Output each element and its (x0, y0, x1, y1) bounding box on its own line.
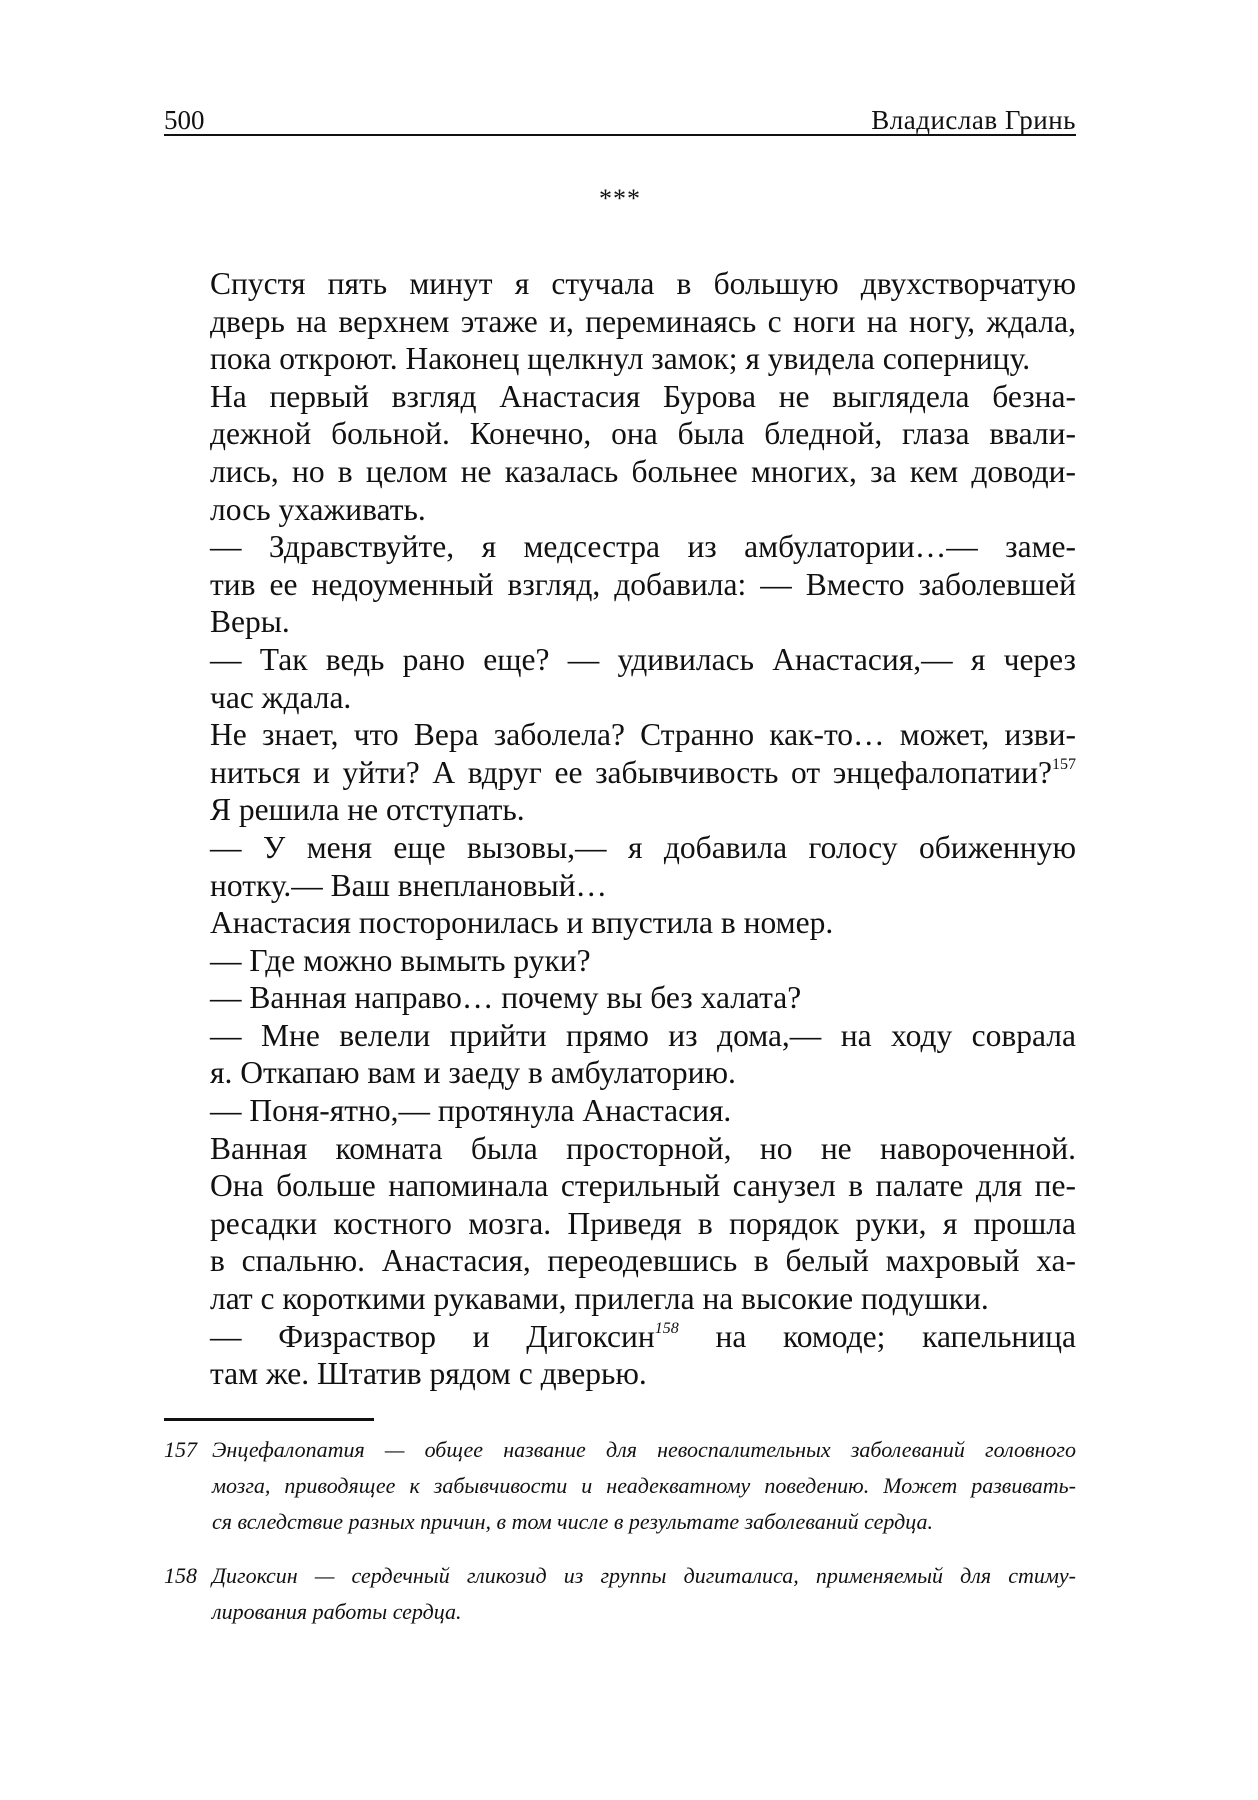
text-line: — Ванная направо… почему вы без халата? (210, 980, 802, 1016)
text-segment: ниться и уйти? А вдруг ее забывчивость от энцефалопатии? (210, 754, 1052, 790)
footnote-reference-158[interactable]: 158 (654, 1319, 679, 1337)
text-line: На первый взгляд Анастасия Бурова не выглядела безна- (210, 378, 1076, 414)
header-rule (164, 134, 1076, 136)
text-line: Веры. (210, 604, 290, 640)
footnote-line: мозга, приводящее к забывчивости и неадекватному поведению. Может развивать- (212, 1473, 1076, 1498)
footnote-158 (164, 1558, 1076, 1630)
text-line: в спальню. Анастасия, переодевшись в белый махровый ха- (210, 1243, 1076, 1279)
footnote-line: Энцефалопатия — общее название для невоспалительных заболеваний головного (212, 1437, 1076, 1462)
footnote-line: ся вследствие разных причин, в том числе в результате заболеваний сердца. (212, 1509, 933, 1534)
text-line: тив ее недоуменный взгляд, добавила: — Вместо заболевшей (210, 566, 1076, 602)
text-line: Не знает, что Вера заболела? Странно как-то… может, изви- (210, 717, 1076, 753)
text-line: лись, но в целом не казалась больнее многих, за кем доводи- (210, 453, 1076, 489)
page-number: 500 (164, 105, 205, 135)
paragraph (164, 265, 1076, 378)
footnote-line: Дигоксин — сердечный гликозид из группы дигиталиса, применяемый для стиму- (212, 1563, 1076, 1588)
footnote-line: лирования работы сердца. (212, 1599, 462, 1624)
text-line (164, 754, 1076, 792)
footnote-rule (164, 1418, 374, 1421)
running-header (164, 95, 1076, 135)
section-separator: *** (599, 184, 641, 213)
text-line: Я решила не отступать. (210, 792, 525, 828)
text-line: — Так ведь рано еще? — удивилась Анастасия,— я через (210, 641, 1076, 677)
text-line: я. Откапаю вам и заеду в амбулаторию. (210, 1055, 736, 1091)
text-line: лат с короткими рукавами, прилегла на высокие подушки. (210, 1281, 989, 1317)
text-line: дверь на верхнем этаже и, переминаясь с ноги на ногу, ждала, (210, 303, 1076, 339)
paragraph (164, 1318, 1076, 1393)
text-line: пока откроют. Наконец щелкнул замок; я увидела соперницу. (210, 341, 1031, 377)
footnote-157 (164, 1432, 1076, 1540)
body-text (164, 265, 1076, 1393)
footnote-number: 157 (164, 1437, 197, 1462)
text-line: — Здравствуйте, я медсестра из амбулатории…— заме- (210, 529, 1076, 565)
paragraph (164, 979, 1076, 1017)
paragraph (164, 716, 1076, 829)
text-line: дежной больной. Конечно, она была бледной, глаза ввали- (210, 416, 1076, 452)
footnote-text (212, 1558, 1076, 1630)
text-line: нотку.— Ваш внеплановый… (210, 867, 608, 903)
paragraph (164, 528, 1076, 641)
text-line: там же. Штатив рядом с дверью. (210, 1356, 647, 1392)
paragraph (164, 1092, 1076, 1130)
paragraph (164, 378, 1076, 528)
text-line: Она больше напоминала стерильный санузел в палате для пе- (210, 1168, 1076, 1204)
text-line (164, 1318, 1076, 1356)
footnote-text (212, 1432, 1076, 1540)
paragraph (164, 942, 1076, 980)
text-line: Спустя пять минут я стучала в большую двухстворчатую (210, 266, 1076, 301)
footnotes (164, 1432, 1076, 1648)
text-line: — Поня-ятно,— протянула Анастасия. (210, 1093, 732, 1129)
text-line: — Где можно вымыть руки? (210, 942, 591, 978)
text-line: — Мне велели прийти прямо из дома,— на ходу соврала (210, 1017, 1076, 1053)
footnote-reference-157[interactable]: 157 (1052, 755, 1076, 773)
text-line: лось ухаживать. (210, 491, 426, 527)
text-line: ресадки костного мозга. Приведя в порядок руки, я прошла (210, 1205, 1076, 1241)
text-line: — У меня еще вызовы,— я добавила голосу обиженную (210, 829, 1076, 865)
text-line: час ждала. (210, 679, 352, 715)
text-line: Ванная комната была просторной, но не навороченной. (210, 1130, 1076, 1166)
text-segment: — Физраствор и Дигоксин (210, 1318, 655, 1354)
footnote-number: 158 (164, 1563, 197, 1588)
paragraph (164, 1017, 1076, 1092)
paragraph (164, 1130, 1076, 1318)
paragraph (164, 904, 1076, 942)
paragraph (164, 829, 1076, 904)
paragraph (164, 641, 1076, 716)
text-line: Анастасия посторонилась и впустила в номер. (210, 905, 834, 941)
text-segment: на комоде; капельница (678, 1318, 1076, 1354)
author-name: Владислав Гринь (871, 105, 1076, 135)
